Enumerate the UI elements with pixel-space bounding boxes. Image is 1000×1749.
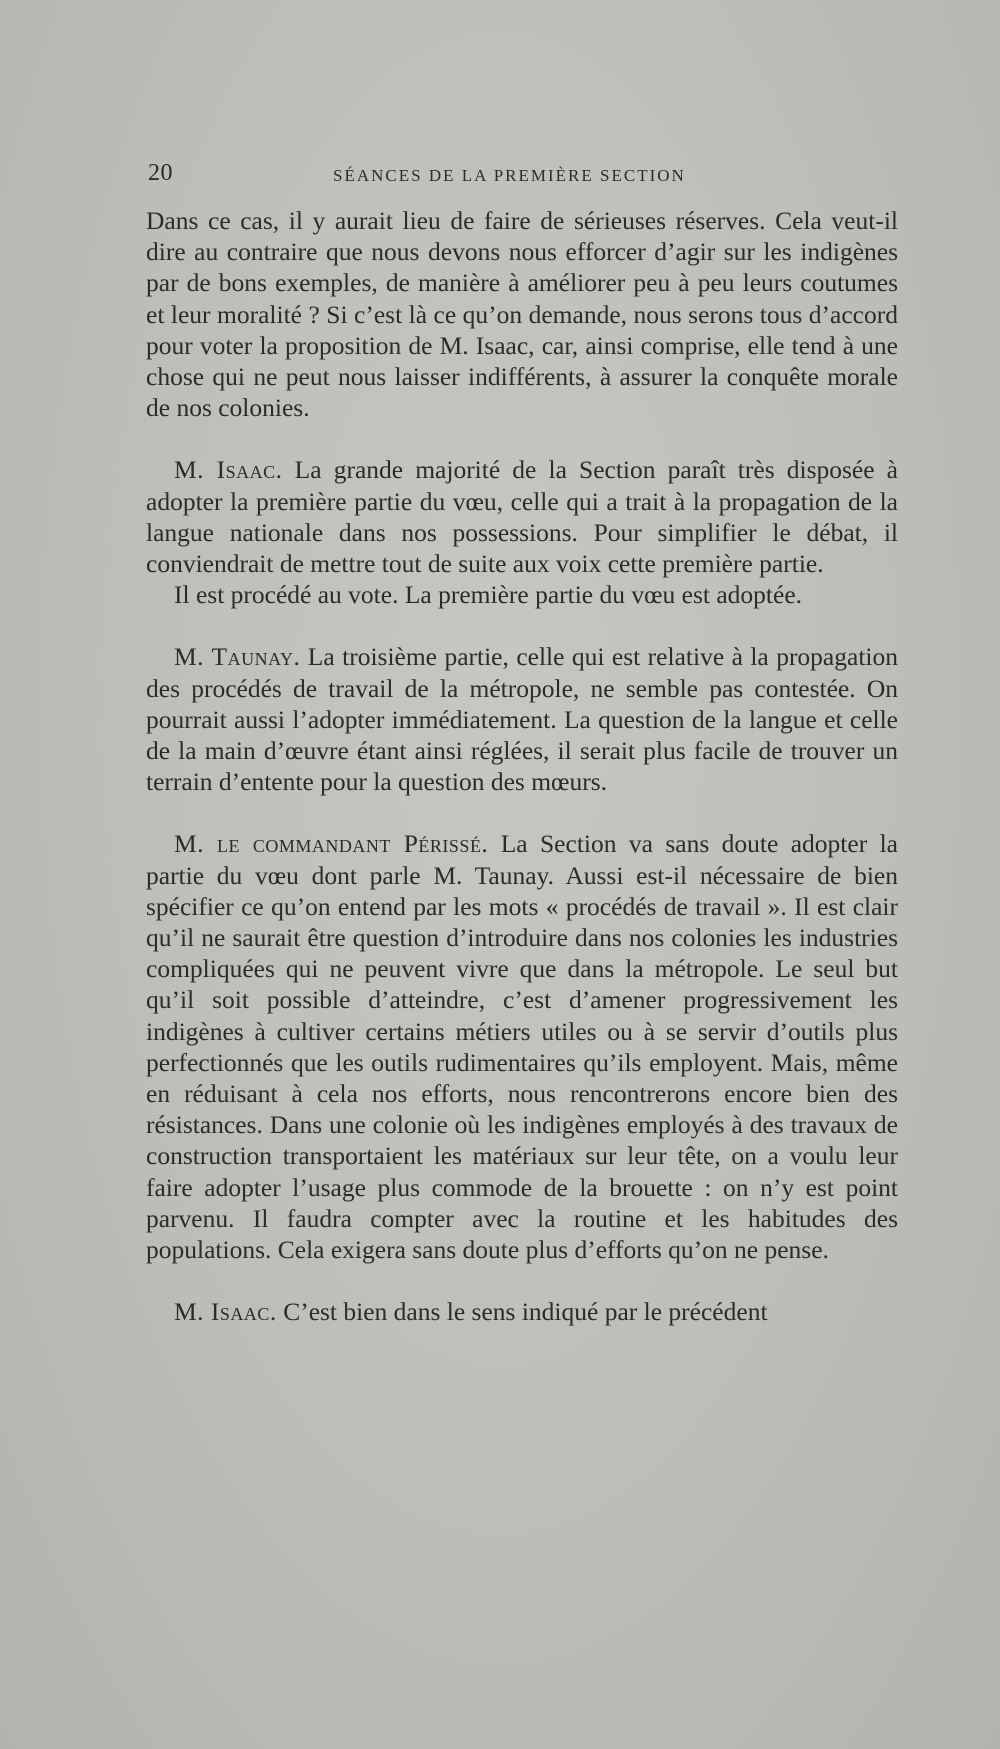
paragraph-text: La Section va sans doute adopter la partie du vœu dont parle M. Taunay. Aussi est-il nécessaire de bien spécifier ce qu’on entend par les mots « procédés de travail ». Il est clair qu’il ne saurait être question d’introduire dans nos colonies les industries compliquées qui ne peuvent vivre que dans la métropole. Le seul but qu’il soit possible d’atteindre, c’est d’amener progressivement les indigènes à cultiver certains métiers utiles ou à se servir d’outils plus perfectionnés que les outils rudimentaires qu’ils employent. Mais, même en réduisant à cela nos efforts, nous rencontrerons encore bien des résistances. Dans une colonie où les indigènes employés à des travaux de construction transportaient les matériaux sur leur tête, on a voulu leur faire adopter l’usage plus commode de la brouette : on n’y est point parvenu. Il faudra compter avec la routine et les habitudes des populations. Cela exigera sans doute plus d’efforts qu’on ne pense. — [146, 829, 898, 1265]
speaker-name: M. le commandant Périssé. — [174, 829, 489, 859]
paragraph-isaac-2 — [146, 1296, 898, 1327]
paragraph-text: C’est bien dans le sens indiqué par le précédent — [276, 1297, 768, 1327]
paragraph-text: La troisième partie, celle qui est relative à la propagation des procédés de travail de la métropole, ne semble pas contestée. On pourrait aussi l’adopter immédiatement. La question de la langue et celle de la main d’œuvre étant ainsi réglées, il serait plus facile de trouver un terrain d’entente pour la question des mœurs. — [146, 642, 898, 797]
page-header — [148, 160, 900, 200]
speaker-name: M. Taunay. — [174, 642, 301, 672]
paragraph-text: Dans ce cas, il y aurait lieu de faire de sérieuses réserves. Cela veut-il dire au contraire que nous devons nous efforcer d’agir sur les indigènes par de bons exemples, de manière à améliorer peu à peu leurs coutumes et leur moralité ? Si c’est là ce qu’on demande, nous serons tous d’accord pour voter la proposition de M. Isaac, car, ainsi comprise, elle tend à une chose qui ne peut nous laisser indifférents, à assurer la conquête morale de nos colonies. — [146, 206, 898, 423]
speaker-name: M. Isaac. — [174, 1297, 277, 1327]
page-number: 20 — [148, 160, 173, 186]
paragraph-vote — [146, 579, 898, 610]
paragraph-text: La grande majorité de la Section paraît très disposée à adopter la première partie du vœu, celle qui a trait à la propagation de la langue nationale dans nos possessions. Pour simplifier le débat, il conviendrait de mettre tout de suite aux voix cette première partie. — [146, 455, 898, 579]
paragraph-text: Il est procédé au vote. La première partie du vœu est adoptée. — [174, 580, 803, 610]
body-text — [146, 205, 898, 1328]
paragraph-isaac — [146, 454, 898, 579]
speaker-name: M. Isaac. — [174, 455, 283, 485]
paragraph-continuation — [146, 205, 898, 423]
paragraph-perisse — [146, 828, 898, 1265]
paragraph-taunay — [146, 641, 898, 797]
running-head: SÉANCES DE LA PREMIÈRE SECTION — [333, 166, 686, 185]
